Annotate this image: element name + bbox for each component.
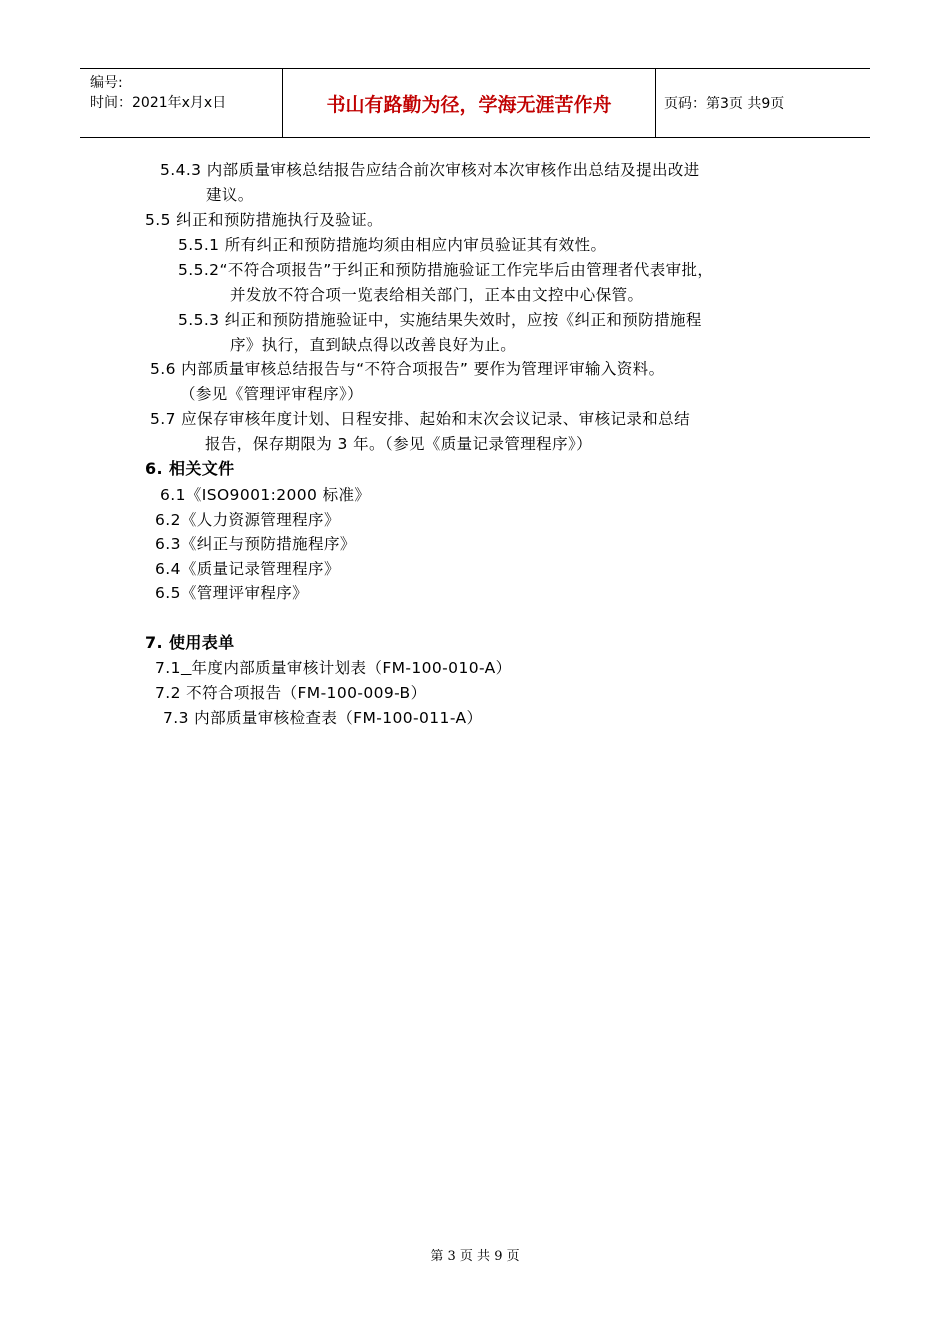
section-6-heading: 6. 相关文件 [145,459,235,478]
section-7-heading: 7. 使用表单 [145,633,235,652]
clause-5-4-3-line1: 5.4.3 内部质量审核总结报告应结合前次审核对本次审核作出总结及提出改进 [160,161,700,179]
clause-5-5-3-line2: 序》执行，直到缺点得以改善良好为止。 [230,336,517,354]
clause-5-4-3-line2: 建议。 [206,186,254,204]
ref-6-2: 6.2《人力资源管理程序》 [155,511,340,529]
serial-label: 编号: [90,75,123,91]
form-7-3: 7.3 内部质量审核检查表（FM-100-011-A） [163,709,483,727]
clause-5-5-3-line1: 5.5.3 纠正和预防措施验证中，实施结果失效时，应按《纠正和预防措施程 [178,311,702,329]
clause-5-5-2-line2: 并发放不符合项一览表给相关部门，正本由文控中心保管。 [230,286,644,304]
clause-5-6-line1: 5.6 内部质量审核总结报告与“不符合项报告” 要作为管理评审输入资料。 [150,360,665,378]
ref-6-1: 6.1《ISO9001:2000 标准》 [160,486,371,504]
clause-5-7-line2: 报告，保存期限为 3 年。（参见《质量记录管理程序》） [205,435,593,453]
page-footer: 第 3 页 共 9 页 [430,1249,520,1264]
clause-5-7-line1: 5.7 应保存审核年度计划、日程安排、起始和末次会议记录、审核记录和总结 [150,410,690,428]
header-page-label: 页码：第3页 共9页 [664,96,785,112]
form-7-2: 7.2 不符合项报告（FM-100-009-B） [155,684,427,702]
form-7-1 [155,657,512,679]
form-7-1-underline [181,659,192,677]
clause-5-5-1: 5.5.1 所有纠正和预防措施均须由相应内审员验证其有效性。 [178,236,607,254]
page-header [80,68,870,138]
clause-5-6-line2: （参见《管理评审程序》） [180,385,364,403]
clause-5-5: 5.5 纠正和预防措施执行及验证。 [145,211,383,229]
header-motto: 书山有路勤为径，学海无涯苦作舟 [282,69,656,137]
header-info [80,69,282,137]
date-label: 时间：2021年x月x日 [90,95,227,111]
ref-6-3: 6.3《纠正与预防措施程序》 [155,535,356,553]
clause-5-5-2-line1: 5.5.2“不符合项报告”于纠正和预防措施验证工作完毕后由管理者代表审批， [178,261,714,279]
form-7-1-number: 7.1 [155,659,181,677]
ref-6-5: 6.5《管理评审程序》 [155,584,309,602]
form-7-1-text: 年度内部质量审核计划表（FM-100-010-A） [191,659,512,677]
ref-6-4: 6.4《质量记录管理程序》 [155,560,340,578]
